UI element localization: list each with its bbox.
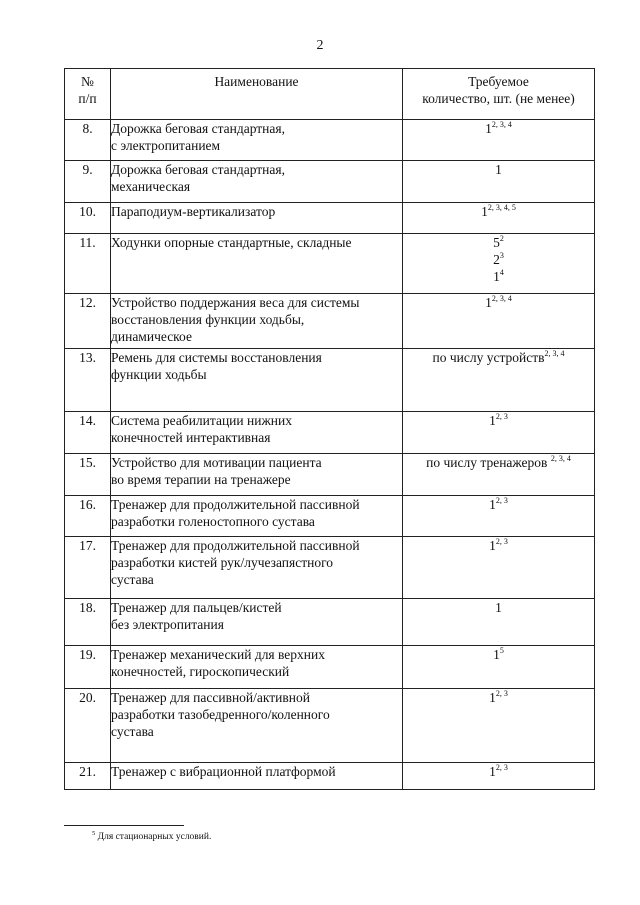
table-row	[65, 763, 595, 790]
row-name	[111, 689, 403, 763]
row-number: 19.	[65, 646, 111, 689]
row-name	[111, 349, 403, 412]
row-quantity	[403, 161, 595, 203]
header-quantity-line: количество, шт. (не менее)	[422, 91, 575, 106]
quantity-footnote-ref: 4	[499, 268, 504, 277]
row-name	[111, 599, 403, 646]
quantity-value: 5	[493, 235, 500, 250]
quantity-footnote-ref: 2, 3	[495, 496, 508, 505]
row-quantity	[403, 234, 595, 294]
header-quantity	[403, 69, 595, 120]
row-quantity	[403, 454, 595, 496]
row-name-line: Ремень для системы восстановления	[111, 350, 322, 365]
table-row	[65, 599, 595, 646]
row-name-line: Устройство для мотивации пациента	[111, 455, 322, 470]
footnote-divider	[64, 825, 184, 826]
table-row	[65, 689, 595, 763]
row-number: 21.	[65, 763, 111, 790]
quantity-footnote-ref: 2, 3, 4	[550, 454, 571, 463]
quantity-line	[403, 203, 594, 220]
row-name-line: восстановления функции ходьбы,	[111, 312, 305, 327]
quantity-value: 1	[495, 162, 502, 177]
row-name-line: механическая	[111, 179, 191, 194]
quantity-line	[403, 646, 594, 663]
quantity-line	[403, 349, 594, 366]
quantity-value: 1	[489, 764, 496, 779]
quantity-value: 1	[489, 413, 496, 428]
row-quantity	[403, 203, 595, 234]
quantity-line	[403, 496, 594, 513]
quantity-footnote-ref: 2, 3, 4	[491, 294, 512, 303]
page-number: 2	[316, 38, 324, 53]
quantity-line	[403, 294, 594, 311]
equipment-table	[64, 68, 595, 790]
row-name-line: Дорожка беговая стандартная,	[111, 121, 285, 136]
quantity-footnote-ref: 2, 3, 4	[491, 120, 512, 129]
row-number: 14.	[65, 412, 111, 454]
quantity-value: 1	[485, 121, 492, 136]
row-name-line: Тренажер для продолжительной пассивной	[111, 497, 360, 512]
table-row	[65, 454, 595, 496]
quantity-value: 1	[493, 647, 500, 662]
table-row	[65, 537, 595, 599]
row-name-line: Устройство поддержания веса для системы	[111, 295, 360, 310]
table-header-row	[65, 69, 595, 120]
row-name-line: во время терапии на тренажере	[111, 472, 291, 487]
quantity-line	[403, 763, 594, 780]
row-name	[111, 161, 403, 203]
quantity-value: по числу устройств	[432, 350, 545, 365]
table-row	[65, 203, 595, 234]
table-row	[65, 496, 595, 537]
quantity-value: 1	[489, 497, 496, 512]
row-name-line: с электропитанием	[111, 138, 221, 153]
row-name-line: Дорожка беговая стандартная,	[111, 162, 285, 177]
row-name-line: функции ходьбы	[111, 367, 207, 382]
row-quantity	[403, 646, 595, 689]
row-name	[111, 203, 403, 234]
row-name-line: Тренажер для пассивной/активной	[111, 690, 310, 705]
footnote	[92, 832, 211, 842]
row-name	[111, 454, 403, 496]
quantity-value: по числу тренажеров	[426, 455, 551, 470]
row-quantity	[403, 496, 595, 537]
header-number-line: №	[81, 74, 94, 89]
table-row	[65, 120, 595, 161]
quantity-line	[403, 120, 594, 137]
row-name	[111, 234, 403, 294]
row-name-line: конечностей, гироскопический	[111, 664, 290, 679]
quantity-value: 1	[495, 600, 502, 615]
quantity-line	[403, 412, 594, 429]
quantity-footnote-ref: 3	[499, 251, 504, 260]
row-name-line: Тренажер механический для верхних	[111, 647, 325, 662]
row-name-line: Тренажер для пальцев/кистей	[111, 600, 282, 615]
footnote-text: Для стационарных условий.	[95, 832, 212, 842]
quantity-line	[403, 251, 594, 268]
row-quantity	[403, 120, 595, 161]
quantity-line	[403, 161, 594, 178]
quantity-footnote-ref: 2, 3, 4	[544, 349, 565, 358]
row-number: 16.	[65, 496, 111, 537]
row-name-line: Параподиум-вертикализатор	[111, 204, 276, 219]
row-quantity	[403, 763, 595, 790]
row-name-line: Тренажер для продолжительной пассивной	[111, 538, 360, 553]
table-row	[65, 234, 595, 294]
row-name-line: сустава	[111, 724, 154, 739]
row-quantity	[403, 349, 595, 412]
row-name	[111, 496, 403, 537]
row-quantity	[403, 412, 595, 454]
row-name-line: сустава	[111, 572, 154, 587]
table-row	[65, 161, 595, 203]
row-name	[111, 537, 403, 599]
row-number: 8.	[65, 120, 111, 161]
footnote-mark: 5	[92, 830, 96, 837]
row-name-line: без электропитания	[111, 617, 224, 632]
row-number: 20.	[65, 689, 111, 763]
quantity-value: 1	[489, 690, 496, 705]
quantity-line	[403, 454, 594, 471]
row-name	[111, 412, 403, 454]
row-name-line: Тренажер с вибрационной платформой	[111, 764, 336, 779]
row-number: 13.	[65, 349, 111, 412]
row-number: 18.	[65, 599, 111, 646]
row-number: 9.	[65, 161, 111, 203]
row-name	[111, 646, 403, 689]
row-quantity	[403, 689, 595, 763]
row-name-line: разработки тазобедренного/коленного	[111, 707, 330, 722]
quantity-line	[403, 689, 594, 706]
row-name	[111, 120, 403, 161]
quantity-footnote-ref: 5	[499, 646, 504, 655]
row-number: 10.	[65, 203, 111, 234]
quantity-footnote-ref: 2, 3, 4, 5	[487, 203, 516, 212]
header-number-line: п/п	[78, 91, 97, 106]
quantity-footnote-ref: 2, 3	[495, 763, 508, 772]
header-name: Наименование	[111, 69, 403, 120]
table-row	[65, 646, 595, 689]
row-name	[111, 763, 403, 790]
row-number: 17.	[65, 537, 111, 599]
quantity-value: 1	[489, 538, 496, 553]
table-row	[65, 412, 595, 454]
row-name-line: Ходунки опорные стандартные, складные	[111, 235, 352, 250]
row-name-line: Система реабилитации нижних	[111, 413, 292, 428]
quantity-value: 2	[493, 252, 500, 267]
row-name-line: разработки кистей рук/лучезапястного	[111, 555, 334, 570]
table-row	[65, 294, 595, 349]
quantity-footnote-ref: 2, 3	[495, 537, 508, 546]
row-number: 11.	[65, 234, 111, 294]
row-quantity	[403, 537, 595, 599]
table-row	[65, 349, 595, 412]
quantity-line	[403, 234, 594, 251]
quantity-line	[403, 537, 594, 554]
row-name-line: конечностей интерактивная	[111, 430, 271, 445]
row-name	[111, 294, 403, 349]
header-number	[65, 69, 111, 120]
row-quantity	[403, 294, 595, 349]
quantity-line	[403, 268, 594, 285]
row-number: 12.	[65, 294, 111, 349]
quantity-value: 1	[493, 269, 500, 284]
header-quantity-line: Требуемое	[468, 74, 529, 89]
quantity-footnote-ref: 2	[499, 234, 504, 243]
row-name-line: динамическое	[111, 329, 192, 344]
row-number: 15.	[65, 454, 111, 496]
row-name-line: разработки голеностопного сустава	[111, 514, 315, 529]
quantity-value: 1	[481, 204, 488, 219]
quantity-footnote-ref: 2, 3	[495, 412, 508, 421]
quantity-line	[403, 599, 594, 616]
row-quantity	[403, 599, 595, 646]
quantity-footnote-ref: 2, 3	[495, 689, 508, 698]
quantity-value: 1	[485, 295, 492, 310]
